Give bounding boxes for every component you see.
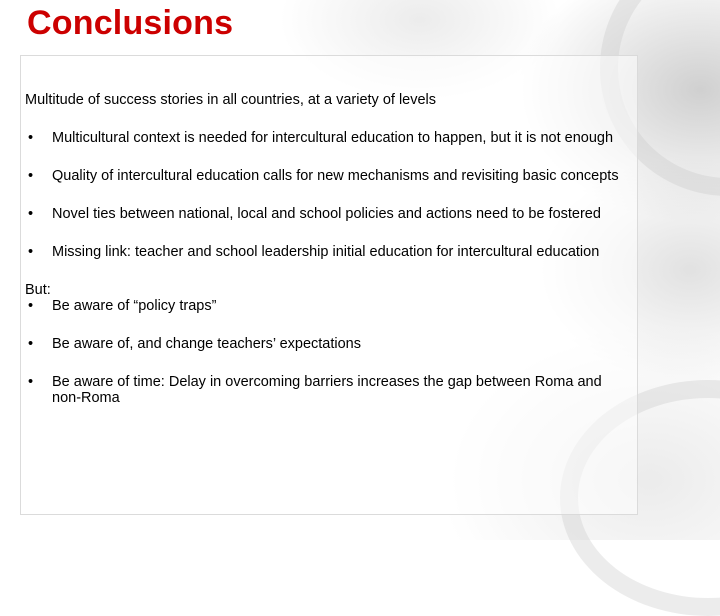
bullet-text: Be aware of time: Delay in overcoming barriers increases the gap between Roma and non-Roma xyxy=(52,374,602,406)
bullet-dot: • xyxy=(28,130,34,146)
bullet-text: Be aware of “policy traps” xyxy=(52,298,217,314)
bullet-item xyxy=(25,244,625,260)
bullet-text: Novel ties between national, local and school policies and actions need to be fostered xyxy=(52,206,601,222)
intro-text: Multitude of success stories in all countries, at a variety of levels xyxy=(25,92,437,108)
bullet-dot: • xyxy=(28,298,34,314)
bullet-text: Be aware of, and change teachers’ expectations xyxy=(52,336,361,352)
bullet-item xyxy=(25,206,625,222)
but-label: But: xyxy=(25,282,51,298)
but-bullet-item xyxy=(25,336,625,352)
bullet-item xyxy=(25,168,625,184)
bullet-text: Quality of intercultural education calls for new mechanisms and revisiting basic concepts xyxy=(52,168,619,184)
bullet-dot: • xyxy=(28,336,34,352)
bullet-dot: • xyxy=(28,168,34,184)
but-bullet-item xyxy=(25,298,625,314)
but-bullet-item xyxy=(25,374,625,406)
bullet-dot: • xyxy=(28,206,34,222)
bullet-item xyxy=(25,130,625,146)
bullet-text: Missing link: teacher and school leadership initial education for intercultural education xyxy=(52,244,600,260)
slide-body xyxy=(25,92,625,406)
bullet-text: Multicultural context is needed for intercultural education to happen, but it is not enough xyxy=(52,130,614,146)
bullet-dot: • xyxy=(28,244,34,260)
slide-title: Conclusions xyxy=(27,4,234,42)
bullet-dot: • xyxy=(28,374,34,390)
